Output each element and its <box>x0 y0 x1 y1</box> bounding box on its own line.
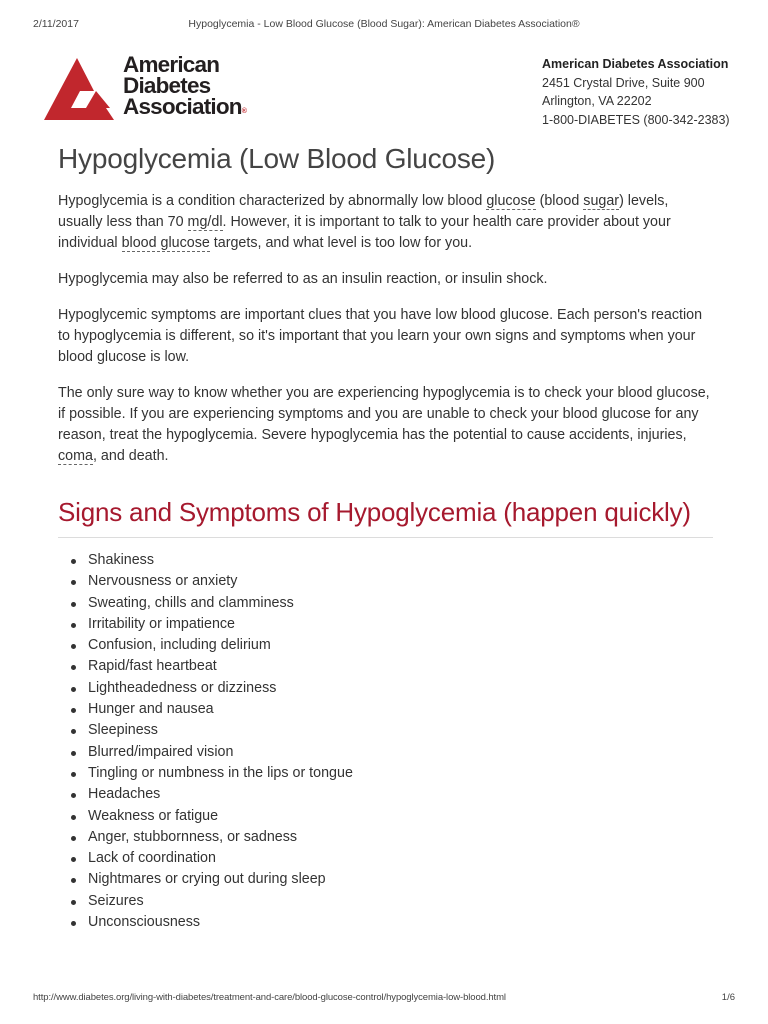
print-page-title: Hypoglycemia - Low Blood Glucose (Blood Sugar): American Diabetes Association® <box>188 18 580 30</box>
check-glucose-paragraph: The only sure way to know whether you are experiencing hypoglycemia is to check your blood glucose, if possible. If you are experiencing symptoms and you are unable to check your blood glucose for any reason, treat the hypoglycemia. Severe hypoglycemia has the potential to cause accidents, injuries, coma, and death. <box>58 385 710 464</box>
page-number: 1/6 <box>721 992 735 1003</box>
article <box>58 141 713 933</box>
address-org: American Diabetes Association <box>542 57 729 71</box>
page-title: Hypoglycemia (Low Blood Glucose) <box>58 143 496 174</box>
symptoms-list <box>58 550 713 933</box>
ada-logo-mark-icon <box>44 58 124 122</box>
glossary-term-coma[interactable]: coma <box>58 448 93 464</box>
logo-line-association: Association <box>123 94 242 119</box>
print-footer <box>33 992 735 1006</box>
glossary-term-glucose[interactable]: glucose <box>486 193 536 209</box>
list-item: Nervousness or anxiety <box>71 571 713 592</box>
list-item: Lack of coordination <box>71 848 713 869</box>
section-heading-signs-symptoms: Signs and Symptoms of Hypoglycemia (happen quickly) <box>58 497 713 538</box>
contact-address <box>542 55 730 129</box>
list-item: Sleepiness <box>71 720 713 741</box>
list-item: Irritability or impatience <box>71 614 713 635</box>
list-item: Tingling or numbness in the lips or tongue <box>71 763 713 784</box>
alias-paragraph: Hypoglycemia may also be referred to as an insulin reaction, or insulin shock. <box>58 271 548 287</box>
address-phone[interactable]: 1-800-DIABETES (800-342-2383) <box>542 112 730 127</box>
print-date: 2/11/2017 <box>33 18 79 30</box>
glossary-term-mg-dl[interactable]: mg/dl <box>187 214 223 230</box>
glossary-term-blood-glucose[interactable]: blood glucose <box>121 235 210 251</box>
list-item: Blurred/impaired vision <box>71 742 713 763</box>
address-street: 2451 Crystal Drive, Suite 900 <box>542 75 705 90</box>
list-item: Seizures <box>71 891 713 912</box>
list-item: Confusion, including delirium <box>71 635 713 656</box>
symptoms-intro-paragraph: Hypoglycemic symptoms are important clues that you have low blood glucose. Each person's reaction to hypoglycemia is different, so it's important that you learn your own signs and symptoms when your blood glucose is low. <box>58 307 703 365</box>
intro-paragraph: Hypoglycemia is a condition characterized by abnormally low blood glucose (blood sugar) levels, usually less than 70 mg/dl. However, it is important to talk to your health care provider about your individual blood glucose targets, and what level is too low for you. <box>58 193 671 251</box>
list-item: Headaches <box>71 784 713 805</box>
print-url[interactable]: http://www.diabetes.org/living-with-diabetes/treatment-and-care/blood-glucose-control/hypoglycemia-low-blood.html <box>33 992 506 1003</box>
list-item: Unconsciousness <box>71 912 713 933</box>
print-header <box>33 18 735 32</box>
list-item: Lightheadedness or dizziness <box>71 678 713 699</box>
registered-mark: ® <box>241 108 247 115</box>
address-city: Arlington, VA 22202 <box>542 94 652 108</box>
list-item: Hunger and nausea <box>71 699 713 720</box>
list-item: Sweating, chills and clamminess <box>71 593 713 614</box>
list-item: Shakiness <box>71 550 713 571</box>
ada-logo[interactable] <box>44 54 264 124</box>
masthead <box>44 52 735 127</box>
glossary-term-sugar[interactable]: sugar <box>583 193 620 209</box>
list-item: Rapid/fast heartbeat <box>71 656 713 677</box>
logo-line-diabetes: Diabetes <box>123 73 211 98</box>
list-item: Anger, stubbornness, or sadness <box>71 827 713 848</box>
logo-line-american: American <box>123 52 220 77</box>
ada-logo-wordmark <box>123 54 247 122</box>
list-item: Weakness or fatigue <box>71 806 713 827</box>
list-item: Nightmares or crying out during sleep <box>71 869 713 890</box>
